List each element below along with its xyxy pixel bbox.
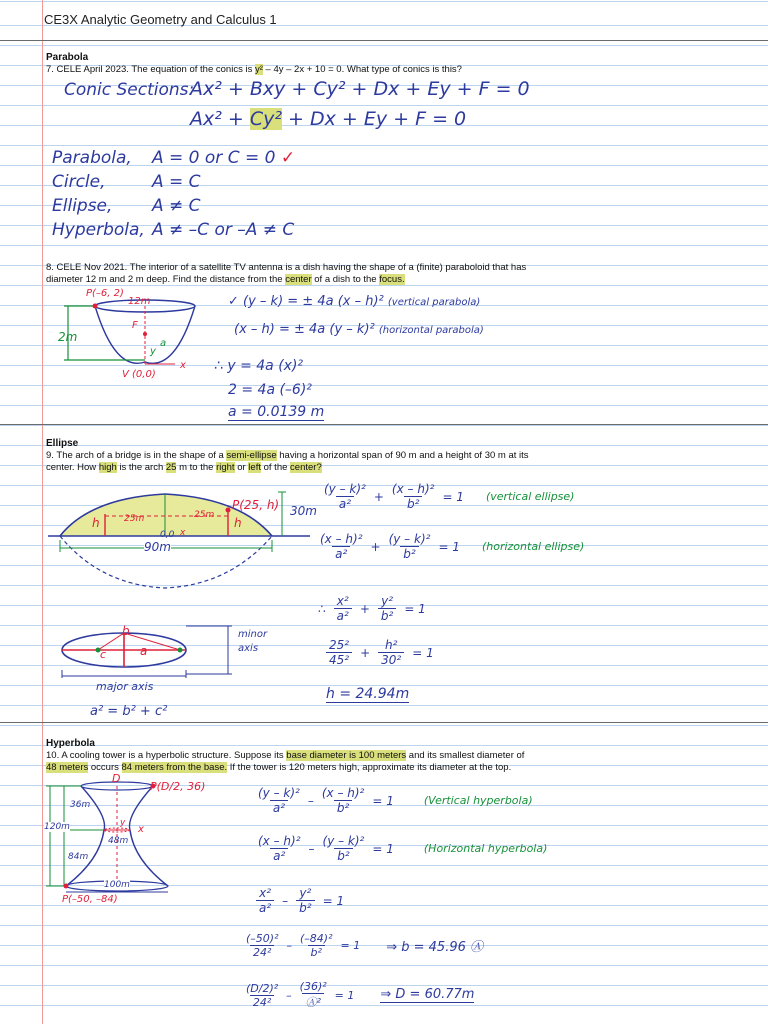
- ellipse-answer: h = 24.94m: [326, 686, 410, 702]
- point-p-label: P(–6, 2): [86, 288, 124, 299]
- vertical-hyperbola-eq: (y – k)² a² – $\frac{\text{(x – h)²}}{\text{b²}}$ = 1 (Vertical hyperbola): [258, 786, 533, 815]
- criteria-hyperbola: Hyperbola, A ≠ –C or –A ≠ C: [52, 220, 295, 240]
- ellipse-standard-form: ∴ x² a² + $\frac{\text{y²}}{\text{b²}}$ = 1: [318, 594, 426, 623]
- criteria-ellipse: Ellipse, A ≠ C: [52, 196, 201, 216]
- problem-8: 8. CELE Nov 2021. The interior of a satellite TV antenna is a dish having the shape of a (finite) paraboloid that has diameter 12 m and 2 m deep. Find the distance from the center of a dish to the focus.: [46, 262, 527, 285]
- criteria-circle: Circle, A = C: [52, 172, 201, 192]
- ellipse-substitution: 25² 45² + $\frac{\text{h²}}{\text{30²}}$ = 1: [326, 638, 434, 667]
- arch-h-left: h: [92, 516, 100, 530]
- major-axis-label: major axis: [96, 680, 154, 693]
- arch-h-right: h: [234, 516, 242, 530]
- tower-48m: 48m: [108, 836, 129, 846]
- arch-x-label: x: [180, 528, 186, 538]
- reduced-conic-equation: Ax² + Cy² + Dx + Ey + F = 0: [190, 108, 467, 130]
- conic-sections-label: Conic Sections:: [64, 80, 195, 100]
- width-label: 12m: [128, 296, 151, 307]
- solution-step-2: 2 = 4a (–6)²: [228, 382, 312, 398]
- arch-height-label: 30m: [290, 504, 317, 518]
- problem-10: 10. A cooling tower is a hyperbolic structure. Suppose its base diameter is 100 meters and its smallest diameter of 48 meters occurs 84 meters from the base. If the tower is 120 meters high, approximate its diameter at the top.: [46, 750, 525, 773]
- a-label: a: [160, 338, 167, 349]
- arch-span-label: 90m: [144, 540, 171, 554]
- minor-axis-label: minor axis: [238, 629, 268, 654]
- horizontal-hyperbola-eq: (x – h)² a² – $\frac{\text{(y – k)²}}{\text{b²}}$ = 1 (Horizontal hyperbola): [258, 834, 548, 863]
- hyperbola-step-2: (D/2)² 24² – (36)² Ⓐ² = 1 ⇒ D = 60.77m: [246, 980, 475, 1009]
- tower-point-p: P(D/2, 36): [150, 780, 206, 793]
- criteria-parabola: Parabola, A = 0 or C = 0 ✓: [52, 148, 296, 168]
- horizontal-ellipse-eq: (x – h)² a² + $\frac{\text{(y – k)²}}{\text{b²}}$ = 1 (horizontal ellipse): [320, 532, 585, 561]
- page-title: CE3X Analytic Geometry and Calculus 1: [44, 12, 277, 27]
- depth-label: 2m: [58, 330, 78, 344]
- x-label: x: [180, 360, 186, 371]
- ellipse-c-label: c: [100, 648, 107, 661]
- tower-d-label: D: [112, 772, 121, 785]
- arch-25m-right: 25m: [194, 510, 215, 520]
- parabola-answer: a = 0.0139 m: [228, 404, 325, 420]
- parabola-heading: Parabola: [46, 52, 89, 63]
- vertical-parabola-eq: ✓ (y – k) = ± 4a (x – h)² (vertical parabola): [228, 294, 481, 309]
- arch-point-p: P(25, h): [232, 498, 280, 512]
- solution-step-1: ∴ y = 4a (x)²: [214, 358, 304, 374]
- arch-25m-left: 25m: [124, 514, 145, 524]
- tower-36m: 36m: [70, 800, 91, 810]
- problem-7: 7. CELE April 2023. The equation of the conics is y² – 4y – 2x + 10 = 0. What type of conics is this?: [46, 64, 462, 75]
- general-conic-equation: Ax² + Bxy + Cy² + Dx + Ey + F = 0: [190, 78, 530, 100]
- tower-84m: 84m: [68, 852, 89, 862]
- horizontal-parabola-eq: (x – h) = ± 4a (y – k)² (horizontal parabola): [234, 322, 484, 337]
- arch-origin: 0,0: [160, 530, 175, 540]
- hyperbola-standard-form: x² a² – $\frac{\text{y²}}{\text{b²}}$ = 1: [256, 886, 344, 915]
- tower-y-label: y: [120, 818, 126, 828]
- focus-label: F: [132, 320, 138, 331]
- ellipse-a-label: a: [140, 644, 148, 658]
- problem-9: 9. The arch of a bridge is in the shape of a semi-ellipse having a horizontal span of 90 m and a height of 30 m at its center. How high is the arch 25 m to the right or left of the center?: [46, 450, 529, 473]
- tower-100m: 100m: [104, 880, 130, 890]
- hyperbola-step-1: (–50)² 24² – $\frac{\text{(–84)²}}{\text{b²}}$ = 1 ⇒ b = 45.96 Ⓐ: [246, 932, 484, 959]
- y-label: y: [150, 346, 156, 357]
- ellipse-b-label: b: [122, 624, 130, 638]
- tower-120m: 120m: [44, 822, 70, 832]
- hyperbola-heading: Hyperbola: [46, 738, 95, 749]
- tower-x-label: x: [138, 824, 144, 835]
- vertical-ellipse-eq: (y – k)² a² + $\frac{\text{(x – h)²}}{\text{b²}}$ = 1 (vertical ellipse): [324, 482, 575, 511]
- ellipse-identity: a² = b² + c²: [90, 704, 168, 719]
- tower-point-p2: P(–50, –84): [62, 894, 118, 905]
- vertex-label: V (0,0): [122, 369, 156, 380]
- ellipse-heading: Ellipse: [46, 438, 79, 449]
